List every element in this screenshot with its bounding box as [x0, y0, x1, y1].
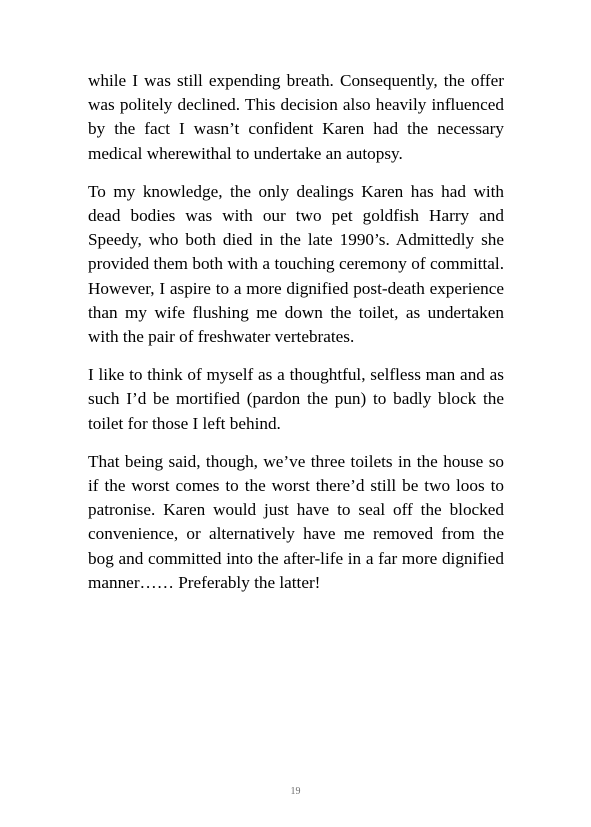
- paragraph: That being said, though, we’ve three toilets in the house so if the worst comes to the worst there’d still be two loos to patronise. Karen would just have to seal off the blocked convenience, or alternatively have me removed from the bog and committed into the after-life in a far more dignified manner…… Preferably the latter!: [88, 451, 504, 592]
- paragraph: while I was still expending breath. Consequently, the offer was politely declined. This decision also heavily influenced by the fact I wasn’t confident Karen had the necessary medical wherewithal to undertake an autopsy.: [88, 71, 504, 163]
- paragraph: To my knowledge, the only dealings Karen has had with dead bodies was with our two pet goldfish Harry and Speedy, who both died in the late 1990’s. Admittedly she provided them both with a touching ceremony of committal. However, I aspire to a more dignified post-death experience than my wife flushing me down the toilet, as undertaken with the pair of freshwater vertebrates.: [88, 181, 504, 347]
- paragraph: I like to think of myself as a thoughtful, selfless man and as such I’d be mortified (pardon the pun) to badly block the toilet for those I left behind.: [88, 365, 504, 433]
- page-number: 19: [290, 786, 301, 797]
- body-text: [88, 69, 504, 609]
